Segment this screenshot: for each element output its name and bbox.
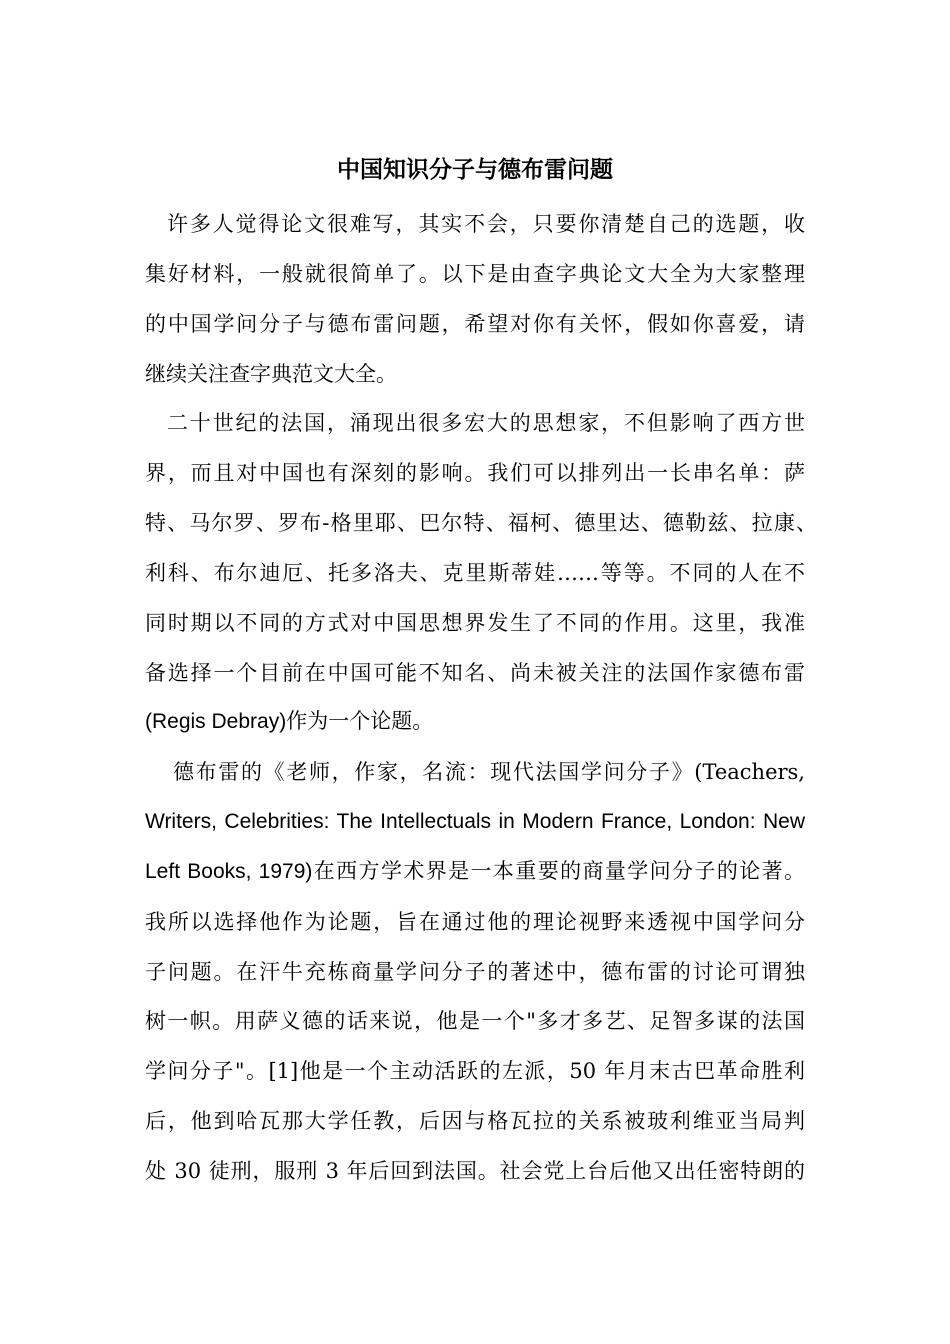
paragraph-3-line-3: Left Books, 1979)在西方学术界是一本重要的商量学问分子的论著。 [145,860,805,883]
paragraph-1-line-1: 许多人觉得论文很难写，其实不会，只要你清楚自己的选题，收 [167,212,805,236]
paragraph-1-line-3: 的中国学问分子与德布雷问题，希望对你有关怀，假如你喜爱，请 [145,312,805,336]
paragraph-3-line-6: 树一帜。用萨义德的话来说，他是一个"多才多艺、足智多谋的法国 [145,1009,805,1033]
paragraph-3-line-9: 处 30 徒刑，服刑 3 年后回到法国。社会党上台后他又出任密特朗的 [145,1159,805,1183]
paragraph-2-line-5: 同时期以不同的方式对中国思想界发生了不同的作用。这里，我准 [145,611,805,635]
paragraph-3-line-1: 德布雷的《老师，作家，名流：现代法国学问分子》(Teachers, [173,760,805,784]
paragraph-1-line-4: 继续关注查字典范文大全。 [145,362,397,386]
paragraph-3-line-4: 我所以选择他作为论题，旨在通过他的理论视野来透视中国学问分 [145,910,805,934]
paragraph-2-line-6: 备选择一个目前在中国可能不知名、尚未被关注的法国作家德布雷 [145,661,805,685]
paragraph-2-line-1: 二十世纪的法国，涌现出很多宏大的思想家，不但影响了西方世 [167,411,805,435]
paragraph-3-line-2: Writers, Celebrities: The Intellectuals in Modern France, London: New [145,810,805,833]
paragraph-3-line-7: 学问分子"。[1]他是一个主动活跃的左派，50 年月末古巴革命胜利 [145,1059,805,1083]
document-title: 中国知识分子与德布雷问题 [337,157,613,183]
paragraph-2-line-7: (Regis Debray)作为一个论题。 [145,710,434,733]
paragraph-2-line-3: 特、马尔罗、罗布-格里耶、巴尔特、福柯、德里达、德勒兹、拉康、 [145,511,817,535]
paragraph-2-line-2: 界，而且对中国也有深刻的影响。我们可以排列出一长串名单：萨 [145,461,805,485]
paragraph-1-line-2: 集好材料，一般就很简单了。以下是由查字典论文大全为大家整理 [145,262,805,286]
paragraph-3-line-5: 子问题。在汗牛充栋商量学问分子的著述中，德布雷的讨论可谓独 [145,960,805,984]
paragraph-2-line-4: 利科、布尔迪厄、托多洛夫、克里斯蒂娃……等等。不同的人在不 [145,561,805,585]
paragraph-3-line-8: 后，他到哈瓦那大学任教，后因与格瓦拉的关系被玻利维亚当局判 [145,1109,805,1133]
